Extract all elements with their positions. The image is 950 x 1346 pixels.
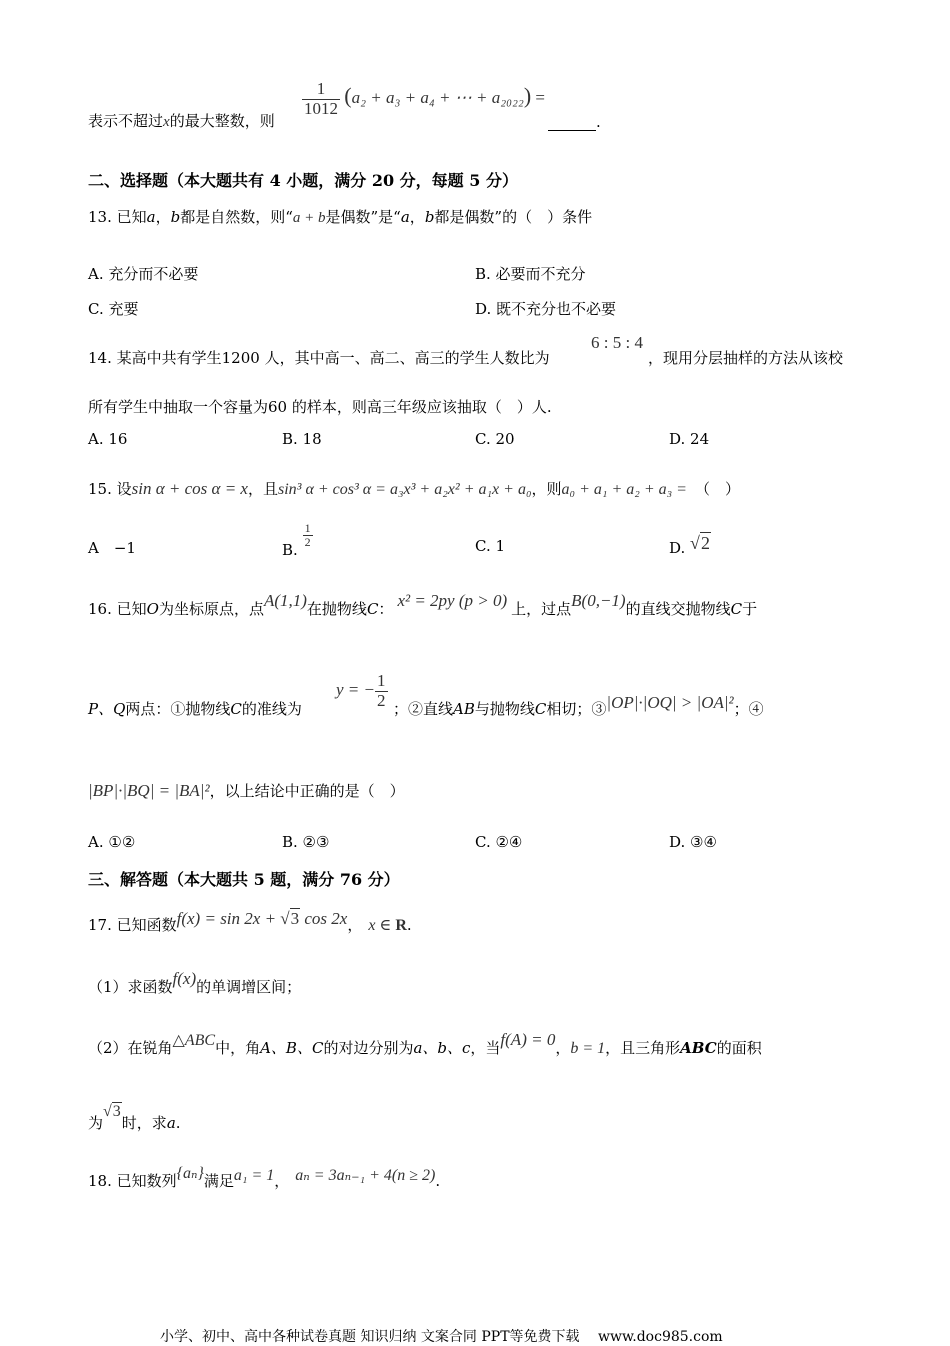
q14-option-a[interactable]: A. 16 [88, 430, 128, 448]
q14-option-b[interactable]: B. 18 [282, 430, 322, 448]
section-2-heading: 二、选择题（本大题共有 4 小题，满分 20 分，每题 5 分） [88, 171, 518, 190]
question-14-stem-line2: 所有学生中抽取一个容量为60 的样本，则高三年级应该抽取（ ）人. [88, 398, 552, 416]
question-17-part2-line2: 为√3时，求a. [88, 1103, 181, 1132]
question-15-stem: 15. 设sin α + cos α = x，且sin³ α + cos³ α = a₃x³ + a₂x² + a₁x + a₀，则a₀ + a₁ + a₂ + a₃ = （ ） [88, 479, 740, 498]
q15-option-d[interactable]: D. √2 [669, 533, 710, 557]
q12-tail: 表示不超过x的最大整数，则 [88, 112, 275, 130]
question-18-stem: 18. 已知数列{aₙ}满足a₁ = 1， aₙ = 3aₙ₋₁ + 4(n ≥ 2). [88, 1165, 441, 1190]
q13-option-b[interactable]: B. 必要而不充分 [475, 265, 586, 283]
q13-option-d[interactable]: D. 既不充分也不必要 [475, 300, 617, 318]
question-16-stem-line3: |BP|·|BQ| = |BA|²，以上结论中正确的是（ ） [88, 781, 405, 800]
section-3-heading: 三、解答题（本大题共 5 题，满分 76 分） [88, 870, 400, 889]
question-14-stem-line1b: ，现用分层抽样的方法从该校 [648, 349, 844, 367]
q14-ratio: 6 : 5 : 4 [591, 333, 643, 352]
q15-option-a[interactable]: A −1 [88, 539, 136, 557]
q16-directrix: y = − $\frac{1}{2}$ [336, 671, 386, 710]
q15-option-b[interactable]: B. $\frac{1}{2}$ [282, 521, 311, 559]
q14-option-d[interactable]: D. 24 [669, 430, 710, 448]
q14-option-c[interactable]: C. 20 [475, 430, 515, 448]
q13-option-a[interactable]: A. 充分而不必要 [88, 265, 199, 283]
q16-option-c[interactable]: C. ②④ [475, 833, 523, 851]
question-13-stem: 13. 已知a，b都是自然数，则“a + b是偶数”是“a，b都是偶数”的（ ）条件 [88, 208, 593, 226]
question-17-stem: 17. 已知函数f(x) = sin 2x + √3 cos 2x， x ∈ R. [88, 909, 412, 934]
q13-option-c[interactable]: C. 充要 [88, 300, 139, 318]
q16-option-d[interactable]: D. ③④ [669, 833, 717, 851]
q15-option-c[interactable]: C. 1 [475, 537, 506, 555]
q16-option-a[interactable]: A. ①② [88, 833, 136, 851]
q12-expression: $\frac{1}{1012}$ (a₂ + a₃ + a₄ + ⋯ + a₂₀₂₂) = [304, 79, 546, 118]
question-16-stem-line2: P、Q两点：①抛物线C的准线为 [88, 700, 302, 718]
question-17-part2: （2）在锐角△ABC中，角A、B、C的对边分别为a、b、c，当f(A) = 0，b = 1，且三角形ABC的面积 [88, 1030, 762, 1057]
question-16-stem-line1: 16. 已知O为坐标原点，点A(1,1)在抛物线C： x² = 2py (p > 0) 上，过点B(0,−1)的直线交抛物线C于 [88, 591, 758, 618]
q16-option-b[interactable]: B. ②③ [282, 833, 330, 851]
footer-text: 小学、初中、高中各种试卷真题 知识归纳 文案合同 PPT等免费下载 www.doc985.com [160, 1329, 723, 1345]
question-14-stem-line1: 14. 某高中共有学生1200 人，其中高一、高二、高三的学生人数比为 [88, 349, 550, 367]
question-16-stem-line2b: ；②直线AB与抛物线C相切；③|OP|·|OQ| > |OA|²；④ [393, 693, 764, 718]
question-17-part1: （1）求函数f(x)的单调增区间； [88, 969, 302, 996]
q12-answer-blank: . [548, 113, 601, 131]
